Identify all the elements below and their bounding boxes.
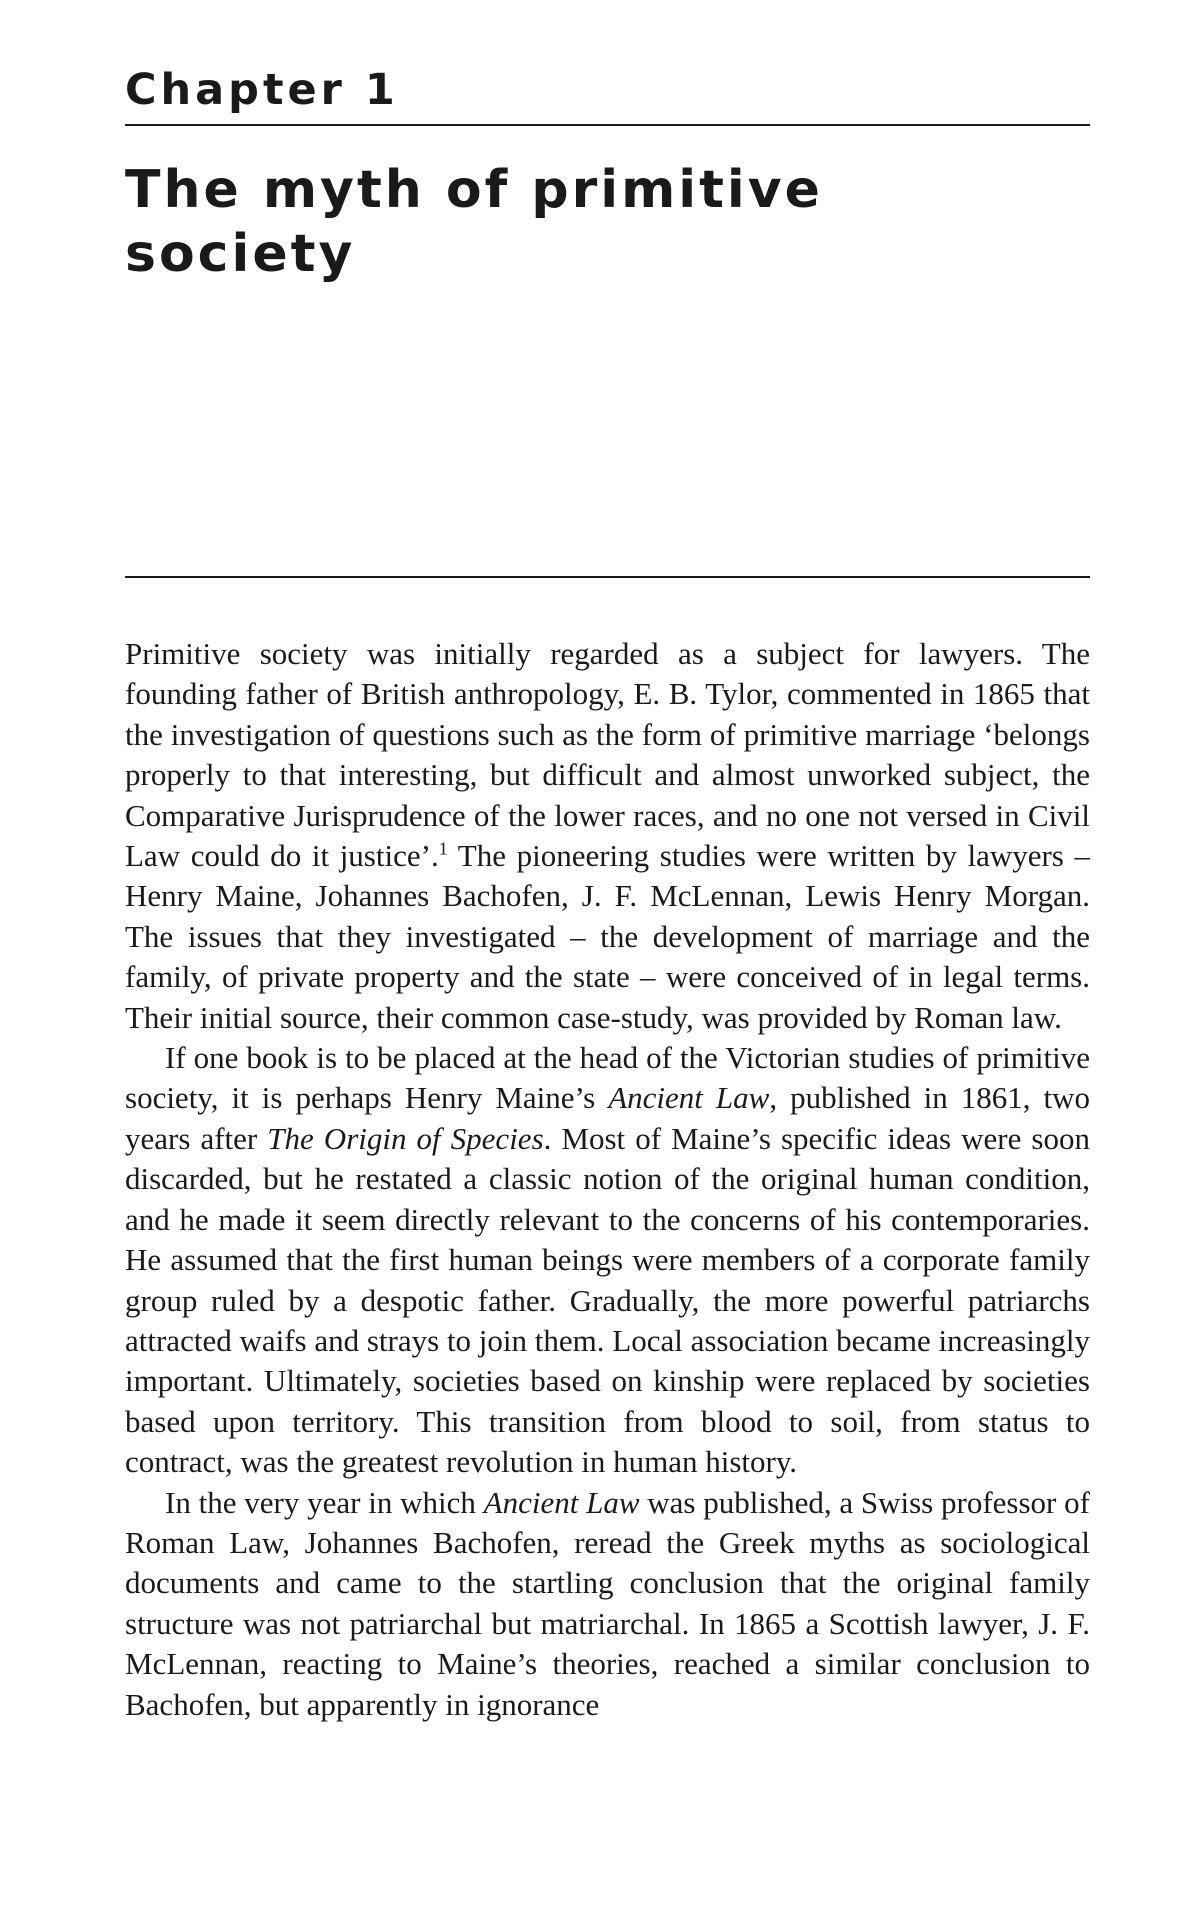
paragraph-2-text-b: , published in 1861, two years after xyxy=(125,1080,1090,1156)
book-page xyxy=(125,60,1090,1722)
paragraph-2 xyxy=(125,1038,1090,1482)
paragraph-1-text-a: Primitive society was initially regarded as a subject for lawyers. The founding father of British anthropology, E. B. Tylor, commented in 1865 that the investigation of questions such as the form of primitive marriage ‘belongs properly to that interesting, but difficult and almost unworked subject, the Comparative Jurisprudence of the lower races, and no one not versed in Civil Law could do it justice’. xyxy=(125,636,1090,874)
footnote-marker[interactable]: 1 xyxy=(438,838,448,859)
book-title-ancient-law: Ancient Law xyxy=(608,1080,770,1116)
paragraph-3-text-b: was published, a Swiss professor of Roman Law, Johannes Bachofen, reread the Greek myths as sociological documents and came to the startling conclusion that the original family structure was not patriarchal but matriarchal. In 1865 a Scottish lawyer, J. F. McLennan, reacting to Maine’s theories, reached a similar conclusion to Bachofen, but apparently in ignorance xyxy=(125,1484,1090,1722)
body-text xyxy=(125,634,1090,1725)
paragraph-2-text-c: . Most of Maine’s specific ideas were soon discarded, but he restated a classic notion of the original human condition, and he made it seem directly relevant to the concerns of his contemporaries. He assumed that the first human beings were members of a corporate family group ruled by a despotic father. Gradually, the more powerful patriarchs attracted waifs and strays to join them. Local association became increasingly important. Ultimately, societies based on kinship were replaced by societies based upon territory. This transition from blood to soil, from status to contract, was the greatest revolution in human history. xyxy=(125,1120,1090,1480)
paragraph-2-text-a: If one book is to be placed at the head of the Victorian studies of primitive society, it is perhaps Henry Maine’s xyxy=(125,1040,1090,1116)
chapter-title: The myth of primitive society xyxy=(125,160,823,284)
paragraph-3-text-a: In the very year in which xyxy=(165,1484,484,1520)
book-title-ancient-law: Ancient Law xyxy=(483,1484,640,1520)
chapter-label: Chapter 1 xyxy=(125,65,399,115)
chapter-rule-bottom xyxy=(125,576,1090,578)
book-title-origin-of-species: The Origin of Species xyxy=(267,1120,544,1156)
paragraph-3 xyxy=(125,1483,1090,1725)
chapter-rule-top xyxy=(125,124,1090,126)
paragraph-1-text-b: The pioneering studies were written by lawyers – Henry Maine, Johannes Bachofen, J. F. McLennan, Lewis Henry Morgan. The issues that they investigated – the development of marriage and the family, of private property and the state – were conceived of in legal terms. Their initial source, their common case-study, was provided by Roman law. xyxy=(125,838,1090,1035)
paragraph-1 xyxy=(125,634,1090,1038)
